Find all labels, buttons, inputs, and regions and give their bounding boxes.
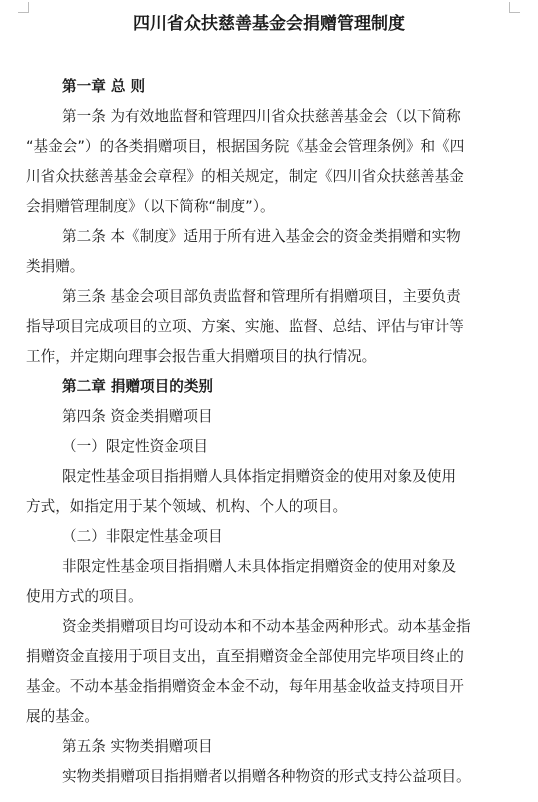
line-text: 指导项目完成项目的立项、方案、实施、监督、总结、评估与审计等 <box>26 318 464 335</box>
paragraph-line <box>0 222 538 252</box>
paragraph-line <box>0 342 538 372</box>
chapter-heading <box>0 372 538 402</box>
line-text: 第二条 本《制度》适用于所有进入基金会的资金类捐赠和实物 <box>62 228 461 245</box>
paragraph-line <box>0 762 538 792</box>
paragraph-line <box>0 642 538 672</box>
paragraph-line <box>0 402 538 432</box>
line-text: 限定性基金项目指捐赠人具体指定捐赠资金的使用对象及使用 <box>62 468 457 485</box>
paragraph-line <box>0 492 538 522</box>
line-text: 第五条 实物类捐赠项目 <box>62 738 213 755</box>
line-text: 实物类捐赠项目指捐赠者以捐赠各种物资的形式支持公益项目。 <box>62 768 471 785</box>
paragraph-line <box>0 462 538 492</box>
line-text: 第二章 捐赠项目的类别 <box>62 378 214 395</box>
document-title: 四川省众扶慈善基金会捐赠管理制度 <box>133 14 405 34</box>
paragraph-line <box>0 132 538 162</box>
line-text: 类捐赠。 <box>26 258 85 275</box>
line-text: “基金会”）的各类捐赠项目，根据国务院《基金会管理条例》和《四 <box>26 138 465 155</box>
line-text: 方式，如指定用于某个领域、机构、个人的项目。 <box>26 498 348 515</box>
paragraph-line <box>0 702 538 732</box>
paragraph-line <box>0 522 538 552</box>
paragraph-line <box>0 102 538 132</box>
paragraph-line <box>0 282 538 312</box>
chapter-heading <box>0 72 538 102</box>
paragraph-line <box>0 192 538 222</box>
line-text: 捐赠资金直接用于项目支出，直至捐赠资金全部使用完毕项目终止的 <box>26 648 464 665</box>
line-text: 非限定性基金项目指捐赠人未具体指定捐赠资金的使用对象及 <box>62 558 457 575</box>
line-text: 会捐赠管理制度》（以下简称“制度”）。 <box>26 198 275 215</box>
paragraph-line <box>0 552 538 582</box>
line-text: 第一条 为有效地监督和管理四川省众扶慈善基金会（以下简称 <box>62 108 461 125</box>
paragraph-line <box>0 252 538 282</box>
line-text: 第四条 资金类捐赠项目 <box>62 408 213 425</box>
line-text: 资金类捐赠项目均可设动本和不动本基金两种形式。动本基金指 <box>62 618 471 635</box>
line-text: 使用方式的项目。 <box>26 588 143 605</box>
paragraph-line <box>0 312 538 342</box>
line-text: （一）限定性资金项目 <box>62 438 208 455</box>
line-text: 第一章 总 则 <box>62 78 146 95</box>
paragraph-line <box>0 432 538 462</box>
line-text: 展的基金。 <box>26 708 99 725</box>
paragraph-line <box>0 732 538 762</box>
line-text: 工作，并定期向理事会报告重大捐赠项目的执行情况。 <box>26 348 377 365</box>
line-text: 川省众扶慈善基金会章程》的相关规定，制定《四川省众扶慈善基金 <box>26 168 464 185</box>
line-text: 基金。不动本基金指捐赠资金本金不动，每年用基金收益支持项目开 <box>26 678 464 695</box>
paragraph-line <box>0 612 538 642</box>
line-text: （二）非限定性基金项目 <box>62 528 223 545</box>
paragraph-line <box>0 672 538 702</box>
paragraph-line <box>0 162 538 192</box>
line-text: 第三条 基金会项目部负责监督和管理所有捐赠项目，主要负责 <box>62 288 461 305</box>
paragraph-line <box>0 582 538 612</box>
